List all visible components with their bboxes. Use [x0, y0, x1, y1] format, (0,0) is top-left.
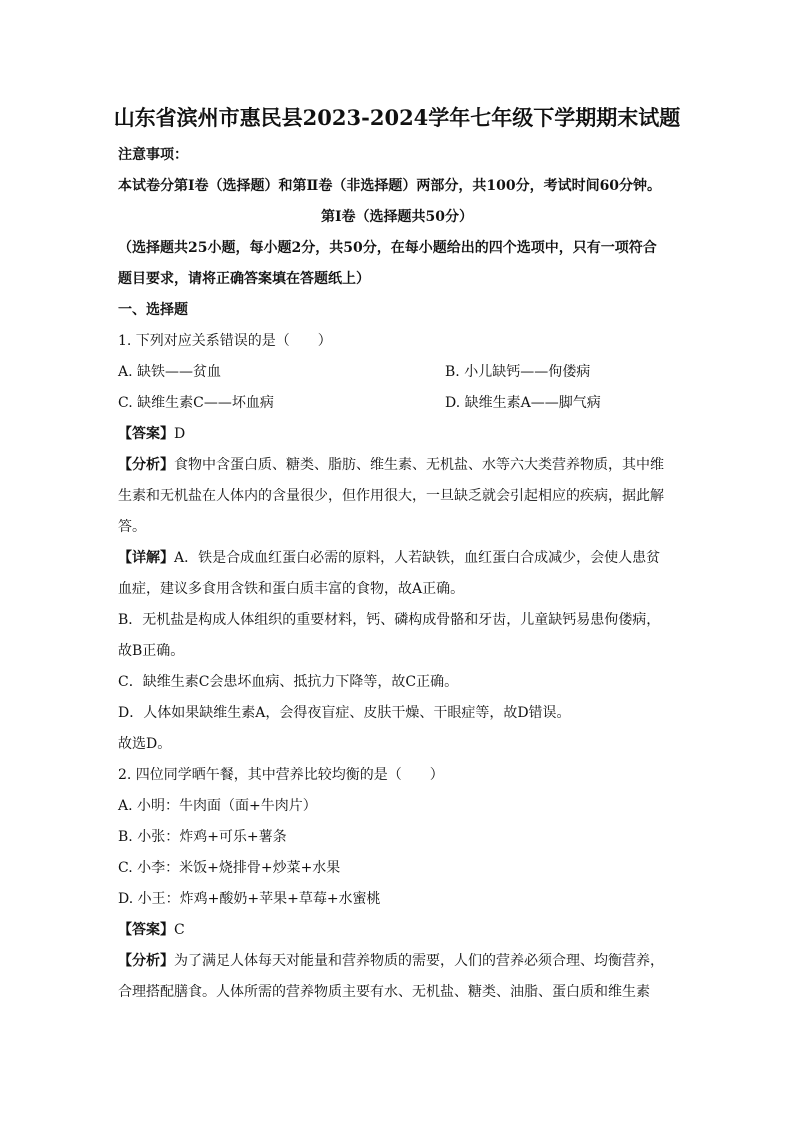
q1-detail-text-2: 血症，建议多食用含铁和蛋白质丰富的食物，故A正确。	[118, 581, 465, 597]
q1-answer	[118, 425, 185, 443]
page-title: 山东省滨州市惠民县2023-2024学年七年级下学期期末试题	[113, 105, 681, 130]
q1-answer-tag: 【答案】	[118, 426, 174, 442]
q1-option-c: C. 缺维生素C——坏血病	[118, 395, 274, 411]
q2-analysis-text-1: 为了满足人体每天对能量和营养物质的需要，人们的营养必须合理、均衡营养，	[174, 953, 664, 969]
part1-instruction-1: （选择题共25小题，每小题2分，共50分，在每小题给出的四个选项中，只有一项符合	[118, 240, 657, 256]
q1-option-d: D. 缺维生素A——脚气病	[445, 395, 601, 411]
part1-instruction-2: 题目要求，请将正确答案填在答题纸上）	[118, 271, 370, 287]
q1-detail-tag: 【详解】	[118, 550, 174, 566]
q1-analysis-text-2: 生素和无机盐在人体内的含量很少，但作用很大，一旦缺乏就会引起相应的疾病，据此解	[118, 488, 664, 504]
q1-detail-text-4: 故B正确。	[118, 643, 185, 659]
q1-analysis-text-3: 答。	[118, 519, 146, 535]
q2-answer-value: C	[174, 922, 185, 938]
q1-option-b: B. 小儿缺钙——佝偻病	[445, 364, 591, 380]
q2-stem: 2. 四位同学晒午餐，其中营养比较均衡的是（ ）	[118, 767, 444, 783]
q1-detail-text-5: C．缺维生素C会患坏血病、抵抗力下降等，故C正确。	[118, 674, 459, 690]
q2-analysis-line	[118, 952, 664, 970]
q1-analysis-line	[118, 456, 664, 474]
q1-option-a: A. 缺铁——贫血	[118, 364, 222, 380]
q2-option-b: B. 小张：炸鸡+可乐+薯条	[118, 829, 287, 845]
q1-detail-line	[118, 549, 660, 567]
notice-label: 注意事项：	[118, 147, 188, 163]
q1-analysis-tag: 【分析】	[118, 457, 174, 473]
part1-title: 第Ⅰ卷（选择题共50分）	[320, 209, 474, 225]
q2-answer	[118, 921, 185, 939]
q1-detail-text-3: B．无机盐是构成人体组织的重要材料，钙、磷构成骨骼和牙齿，儿童缺钙易患佝偻病，	[118, 612, 661, 628]
q1-detail-text-7: 故选D。	[118, 736, 172, 752]
q2-analysis-tag: 【分析】	[118, 953, 174, 969]
q1-detail-text-1: A．铁是合成血红蛋白必需的原料，人若缺铁，血红蛋白合成减少，会使人患贫	[174, 550, 661, 566]
q2-option-d: D. 小王：炸鸡+酸奶+苹果+草莓+水蜜桃	[118, 891, 381, 907]
notice-text: 本试卷分第Ⅰ卷（选择题）和第Ⅱ卷（非选择题）两部分，共100分，考试时间60分钟。	[118, 178, 662, 194]
section-title: 一、选择题	[118, 302, 188, 318]
q1-stem: 1. 下列对应关系错误的是（ ）	[118, 333, 332, 349]
q1-answer-value: D	[174, 426, 186, 442]
q2-analysis-text-2: 合理搭配膳食。人体所需的营养物质主要有水、无机盐、糖类、油脂、蛋白质和维生素	[118, 984, 650, 1000]
q1-analysis-text-1: 食物中含蛋白质、糖类、脂肪、维生素、无机盐、水等六大类营养物质，其中维	[174, 457, 664, 473]
q1-detail-text-6: D．人体如果缺维生素A，会得夜盲症、皮肤干燥、干眼症等，故D错误。	[118, 705, 571, 721]
q2-option-c: C. 小李：米饭+烧排骨+炒菜+水果	[118, 860, 341, 876]
q2-answer-tag: 【答案】	[118, 922, 174, 938]
q2-option-a: A. 小明：牛肉面（面+牛肉片）	[118, 798, 317, 814]
